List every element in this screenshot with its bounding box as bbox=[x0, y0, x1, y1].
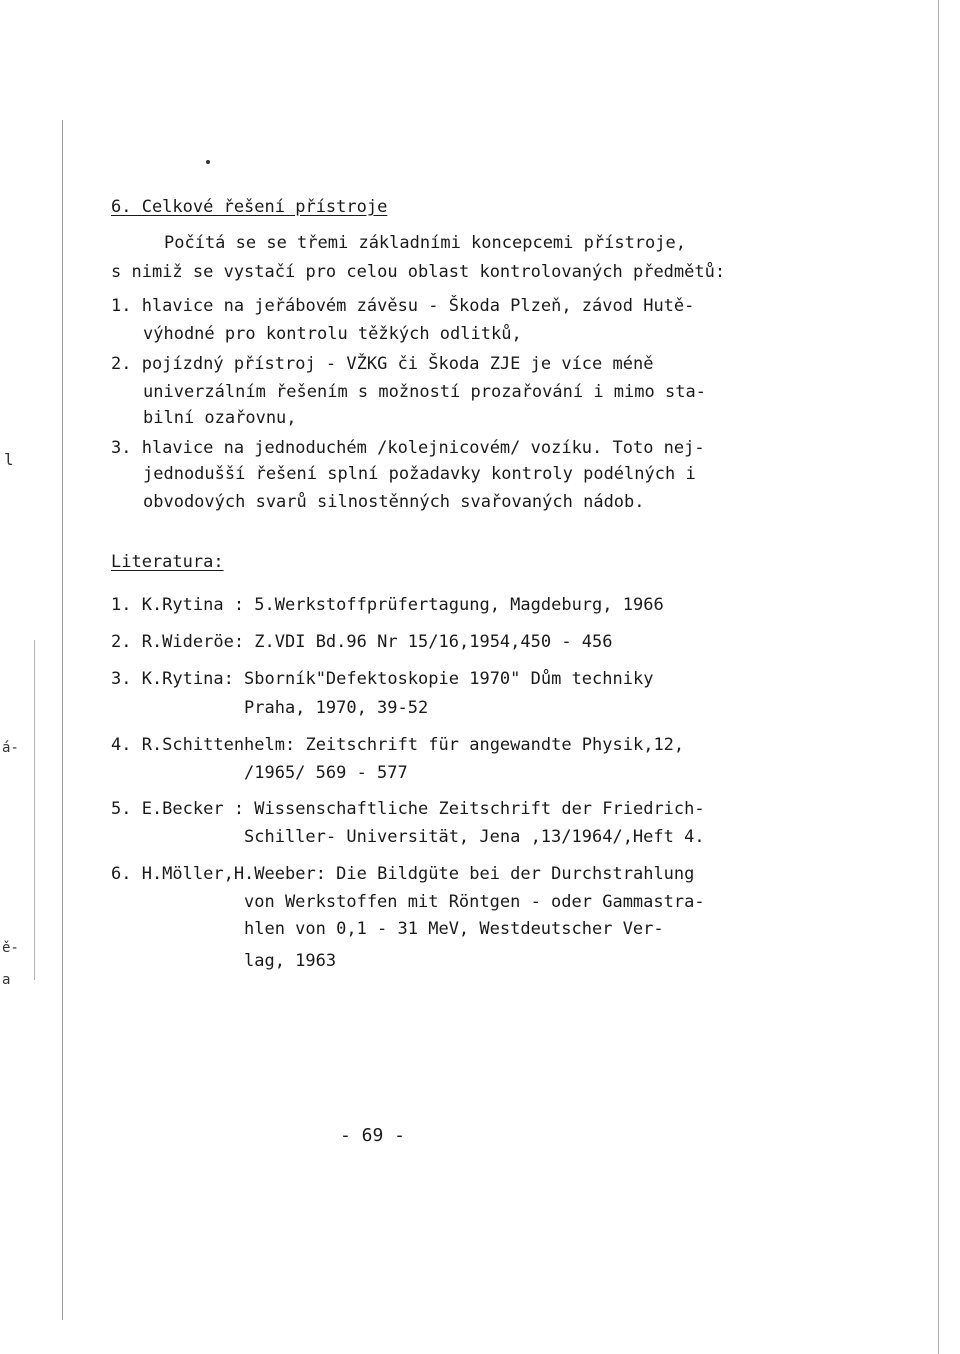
left-margin-artifacts bbox=[0, 0, 70, 1354]
margin-mark-2: á- bbox=[2, 740, 19, 756]
page-number: - 69 - bbox=[340, 1125, 406, 1146]
reference-line: 6. H.Möller,H.Weeber: Die Bildgüte bei der Durchstrahlung bbox=[111, 864, 695, 884]
reference-line: hlen von 0,1 - 31 MeV, Westdeutscher Ver- bbox=[244, 919, 664, 939]
reference-line: von Werkstoffen mit Röntgen - oder Gammastra- bbox=[244, 892, 705, 912]
item-line: výhodné pro kontrolu těžkých odlitků, bbox=[143, 324, 522, 344]
right-margin-artifacts bbox=[920, 0, 960, 1354]
reference-line: Schiller- Universität, Jena ,13/1964/,Heft 4. bbox=[244, 827, 705, 847]
reference-line: Praha, 1970, 39-52 bbox=[244, 698, 429, 718]
reference-line: 5. E.Becker : Wissenschaftliche Zeitschrift der Friedrich- bbox=[111, 799, 705, 819]
left-edge-line bbox=[62, 120, 63, 1320]
left-fold-line bbox=[34, 640, 35, 980]
reference-line: 2. R.Wideröe: Z.VDI Bd.96 Nr 15/16,1954,450 - 456 bbox=[111, 632, 613, 652]
margin-mark-1: l bbox=[4, 450, 14, 469]
item-line: jednodušší řešení splní požadavky kontroly podélných i bbox=[143, 464, 696, 484]
margin-mark-4: a bbox=[2, 972, 11, 988]
margin-mark-3: ě- bbox=[2, 940, 19, 956]
item-line: 1. hlavice na jeřábovém závěsu - Škoda Plzeň, závod Hutě- bbox=[111, 296, 695, 316]
reference-line: 3. K.Rytina: Sborník"Defektoskopie 1970" Dům techniky bbox=[111, 669, 654, 689]
right-edge-line bbox=[938, 0, 939, 1354]
item-line: 2. pojízdný přístroj - VŽKG či Škoda ZJE je více méně bbox=[111, 354, 654, 374]
reference-line: /1965/ 569 - 577 bbox=[244, 763, 408, 783]
reference-line: 1. K.Rytina : 5.Werkstoffprüfertagung, Magdeburg, 1966 bbox=[111, 595, 664, 615]
literature-heading: Literatura: bbox=[111, 552, 224, 572]
item-line: bilní ozařovnu, bbox=[143, 408, 297, 428]
item-line: obvodových svarů silnostěnných svařovaných nádob. bbox=[143, 492, 645, 512]
reference-line: lag, 1963 bbox=[244, 951, 337, 971]
intro-line-1: Počítá se se třemi základními koncepcemi přístroje, bbox=[164, 233, 686, 253]
section-heading: 6. Celkové řešení přístroje bbox=[111, 197, 388, 217]
item-line: 3. hlavice na jednoduchém /kolejnicovém/ vozíku. Toto nej- bbox=[111, 438, 705, 458]
intro-line-2: s nimiž se vystačí pro celou oblast kontrolovaných předmětů: bbox=[111, 262, 726, 282]
item-line: univerzálním řešením s možností prozařování i mimo sta- bbox=[143, 382, 706, 402]
speck bbox=[206, 160, 210, 164]
reference-line: 4. R.Schittenhelm: Zeitschrift für angewandte Physik,12, bbox=[111, 735, 685, 755]
